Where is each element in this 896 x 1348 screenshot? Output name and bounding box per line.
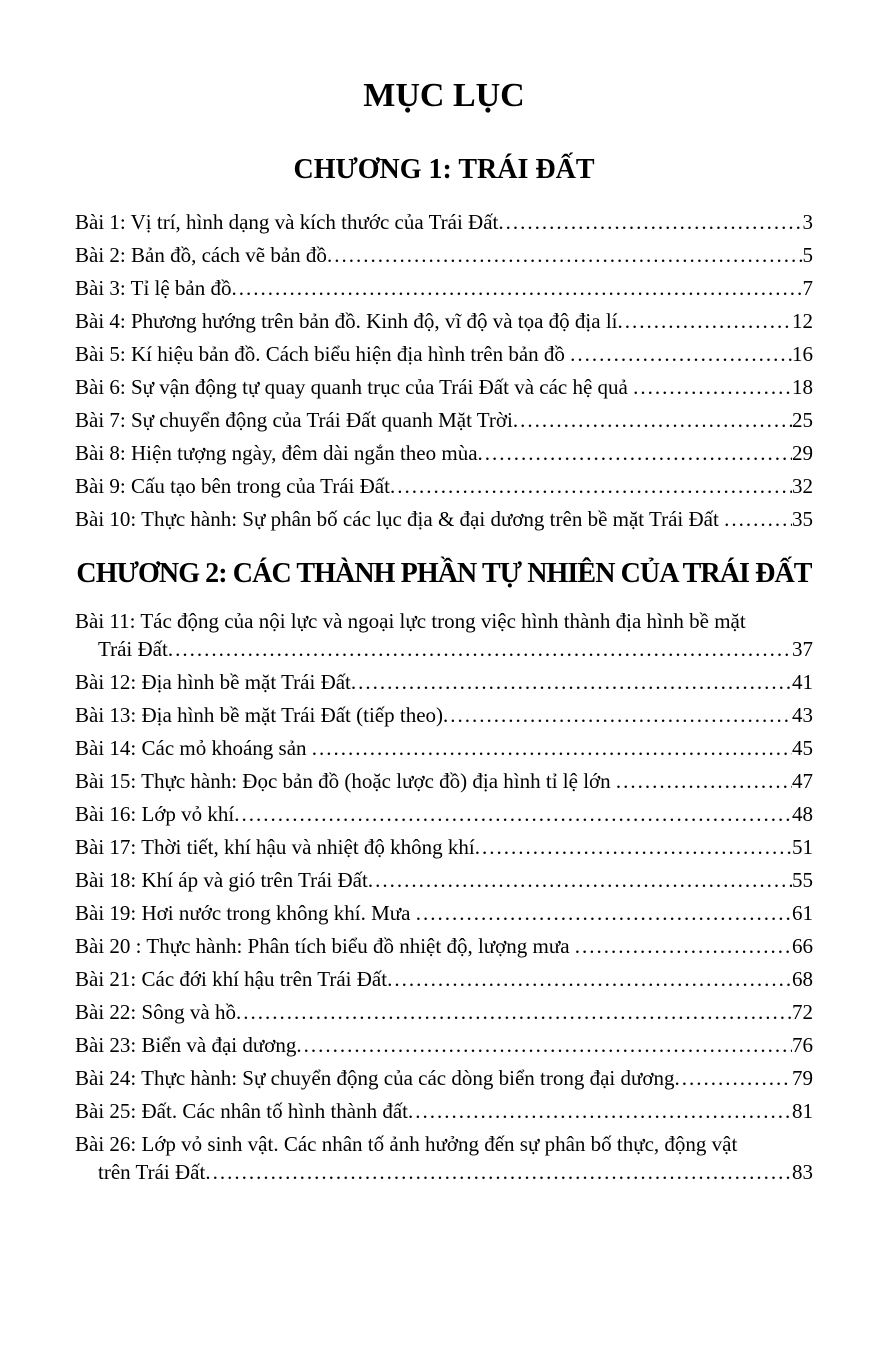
toc-entry-line — [75, 899, 813, 927]
toc-entry[interactable] — [75, 1130, 813, 1186]
dot-leader — [498, 208, 802, 236]
toc-entry[interactable] — [75, 866, 813, 894]
toc-entry-title: Bài 11: Tác động của nội lực và ngoại lực trong việc hình thành địa hình bề mặt — [75, 608, 746, 633]
dot-leader — [475, 833, 792, 861]
toc-entry[interactable] — [75, 734, 813, 762]
toc-entry-continuation-line — [75, 635, 813, 663]
toc-entry-title: Bài 9: Cấu tạo bên trong của Trái Đất — [75, 474, 390, 499]
dot-leader — [724, 505, 792, 533]
toc-entry-page: 72 — [792, 999, 813, 1024]
toc-entry[interactable] — [75, 668, 813, 696]
dot-leader — [205, 1158, 792, 1186]
toc-entry-page: 3 — [802, 210, 813, 235]
dot-leader — [618, 307, 792, 335]
toc-entry[interactable] — [75, 472, 813, 500]
toc-entry-title: Bài 13: Địa hình bề mặt Trái Đất (tiếp theo) — [75, 702, 444, 727]
dot-leader — [312, 734, 792, 762]
toc-entry-line — [75, 439, 813, 467]
dot-leader — [168, 635, 792, 663]
chapter-entries — [75, 607, 813, 1186]
toc-entry[interactable] — [75, 800, 813, 828]
toc-entry-page: 37 — [792, 636, 813, 661]
toc-entry-page: 25 — [792, 408, 813, 433]
dot-leader — [478, 439, 792, 467]
toc-entry-title: Bài 8: Hiện tượng ngày, đêm dài ngắn theo mùa — [75, 441, 478, 466]
toc-entry-page: 43 — [792, 702, 813, 727]
dot-leader — [368, 866, 792, 894]
toc-entry-line — [75, 998, 813, 1026]
toc-entry-line — [75, 505, 813, 533]
toc-entry-title: Bài 24: Thực hành: Sự chuyển động của các dòng biển trong đại dương — [75, 1065, 675, 1090]
toc-entry[interactable] — [75, 307, 813, 335]
toc-entry-page: 41 — [792, 669, 813, 694]
toc-entry-continuation: Trái Đất — [98, 636, 168, 661]
toc-entry-line — [75, 340, 813, 368]
toc-entry[interactable] — [75, 340, 813, 368]
toc-entry-page: 81 — [792, 1098, 813, 1123]
toc-entry[interactable] — [75, 767, 813, 795]
dot-leader — [570, 340, 792, 368]
toc-entry-title: Bài 15: Thực hành: Đọc bản đồ (hoặc lược đồ) địa hình tỉ lệ lớn — [75, 768, 616, 793]
toc-entry[interactable] — [75, 439, 813, 467]
toc-entry-page: 79 — [792, 1065, 813, 1090]
chapter-section — [75, 557, 813, 1186]
dot-leader — [443, 701, 792, 729]
toc-entry-page: 61 — [792, 900, 813, 925]
toc-entry-title: Bài 1: Vị trí, hình dạng và kích thước của Trái Đất — [75, 210, 499, 235]
dot-leader — [674, 1064, 792, 1092]
toc-entry-page: 48 — [792, 801, 813, 826]
toc-entry-page: 66 — [792, 933, 813, 958]
toc-entry-title: Bài 14: Các mỏ khoáng sản — [75, 735, 312, 760]
toc-entry-line — [75, 373, 813, 401]
dot-leader — [296, 1031, 792, 1059]
toc-entry-continuation: trên Trái Đất — [98, 1159, 206, 1184]
toc-entry-title: Bài 2: Bản đồ, cách vẽ bản đồ — [75, 243, 327, 268]
chapter-heading: CHƯƠNG 2: CÁC THÀNH PHẦN TỰ NHIÊN CỦA TRÁI ĐẤT — [76, 558, 812, 590]
dot-leader — [575, 932, 792, 960]
toc-entry-line — [75, 208, 813, 236]
toc-entry-page: 32 — [792, 474, 813, 499]
dot-leader — [234, 800, 792, 828]
toc-entry-line — [75, 406, 813, 434]
toc-entry[interactable] — [75, 1064, 813, 1092]
toc-entry-line — [75, 833, 813, 861]
toc-entry-title: Bài 7: Sự chuyển động của Trái Đất quanh Mặt Trời — [75, 408, 513, 433]
toc-entry-title: Bài 21: Các đới khí hậu trên Trái Đất — [75, 966, 388, 991]
toc-entry-page: 68 — [792, 966, 813, 991]
toc-entry-line — [75, 734, 813, 762]
toc-entry-line — [75, 800, 813, 828]
toc-entry-page: 51 — [792, 834, 813, 859]
toc-entry-title: Bài 3: Tỉ lệ bản đồ — [75, 276, 232, 301]
dot-leader — [327, 241, 803, 269]
toc-entry-line — [75, 472, 813, 500]
toc-entry-line — [75, 1031, 813, 1059]
page-title: MỤC LỤC — [363, 77, 525, 114]
toc-entry-page: 12 — [792, 309, 813, 334]
toc-entry[interactable] — [75, 208, 813, 236]
toc-entry-page: 76 — [792, 1032, 813, 1057]
toc-entry-title: Bài 10: Thực hành: Sự phân bố các lục địa & đại dương trên bề mặt Trái Đất — [75, 507, 725, 532]
toc-entry-line — [75, 701, 813, 729]
toc-entry-page: 83 — [792, 1159, 813, 1184]
toc-entry[interactable] — [75, 833, 813, 861]
dot-leader — [633, 373, 792, 401]
toc-entry-title: Bài 12: Địa hình bề mặt Trái Đất — [75, 669, 351, 694]
toc-entry-title: Bài 22: Sông và hồ — [75, 999, 236, 1024]
dot-leader — [513, 406, 792, 434]
toc-entry-page: 35 — [792, 507, 813, 532]
toc-entry[interactable] — [75, 899, 813, 927]
toc-entry-line — [75, 241, 813, 269]
toc-entry[interactable] — [75, 1031, 813, 1059]
toc-entry[interactable] — [75, 701, 813, 729]
toc-entry-title: Bài 19: Hơi nước trong không khí. Mưa — [75, 900, 416, 925]
toc-entry-title: Bài 16: Lớp vỏ khí — [75, 801, 235, 826]
toc-entry[interactable] — [75, 607, 813, 663]
toc-entry-line — [75, 668, 813, 696]
toc-entry-line — [75, 866, 813, 894]
toc-entry-title: Bài 23: Biển và đại dương — [75, 1032, 297, 1057]
toc-entry-title: Bài 4: Phương hướng trên bản đồ. Kinh độ, vĩ độ và tọa độ địa lí — [75, 309, 618, 334]
toc-entry[interactable] — [75, 406, 813, 434]
toc-entry[interactable] — [75, 932, 813, 960]
dot-leader — [387, 965, 792, 993]
chapter-entries — [75, 208, 813, 533]
dot-leader — [236, 998, 792, 1026]
toc-entry-line — [75, 307, 813, 335]
toc-entry-continuation-line — [75, 1158, 813, 1186]
toc-entry-line — [75, 607, 813, 635]
toc-entry-line — [75, 274, 813, 302]
toc-entry-title: Bài 18: Khí áp và gió trên Trái Đất — [75, 867, 368, 892]
chapter-heading: CHƯƠNG 1: TRÁI ĐẤT — [293, 153, 595, 185]
toc-entry-page: 55 — [792, 867, 813, 892]
chapters-container — [75, 153, 813, 1186]
toc-entry-title: Bài 6: Sự vận động tự quay quanh trục của Trái Đất và các hệ quả — [75, 375, 634, 400]
toc-entry-title: Bài 5: Kí hiệu bản đồ. Cách biểu hiện địa hình trên bản đồ — [75, 342, 571, 367]
toc-entry-title: Bài 26: Lớp vỏ sinh vật. Các nhân tố ảnh hưởng đến sự phân bố thực, động vật — [75, 1131, 738, 1156]
toc-entry[interactable] — [75, 1097, 813, 1125]
toc-entry-line — [75, 932, 813, 960]
toc-entry[interactable] — [75, 274, 813, 302]
toc-entry-title: Bài 25: Đất. Các nhân tố hình thành đất — [75, 1098, 409, 1123]
toc-entry-page: 16 — [792, 342, 813, 367]
toc-entry-title: Bài 20 : Thực hành: Phân tích biểu đồ nhiệt độ, lượng mưa — [75, 933, 575, 958]
toc-entry[interactable] — [75, 241, 813, 269]
dot-leader — [416, 899, 792, 927]
toc-entry-page: 7 — [802, 276, 813, 301]
dot-leader — [232, 274, 803, 302]
toc-entry[interactable] — [75, 505, 813, 533]
toc-entry-line — [75, 767, 813, 795]
dot-leader — [408, 1097, 792, 1125]
toc-entry-page: 29 — [792, 441, 813, 466]
toc-entry-page: 5 — [802, 243, 813, 268]
toc-entry-line — [75, 1097, 813, 1125]
toc-entry[interactable] — [75, 373, 813, 401]
toc-entry-page: 45 — [792, 735, 813, 760]
toc-entry-line — [75, 1064, 813, 1092]
toc-entry[interactable] — [75, 965, 813, 993]
toc-entry[interactable] — [75, 998, 813, 1026]
dot-leader — [351, 668, 792, 696]
toc-entry-title: Bài 17: Thời tiết, khí hậu và nhiệt độ không khí — [75, 834, 475, 859]
chapter-section — [75, 153, 813, 534]
dot-leader — [390, 472, 792, 500]
toc-entry-page: 18 — [792, 375, 813, 400]
dot-leader — [616, 767, 792, 795]
toc-entry-line — [75, 965, 813, 993]
toc-entry-page: 47 — [792, 768, 813, 793]
toc-entry-line — [75, 1130, 813, 1158]
